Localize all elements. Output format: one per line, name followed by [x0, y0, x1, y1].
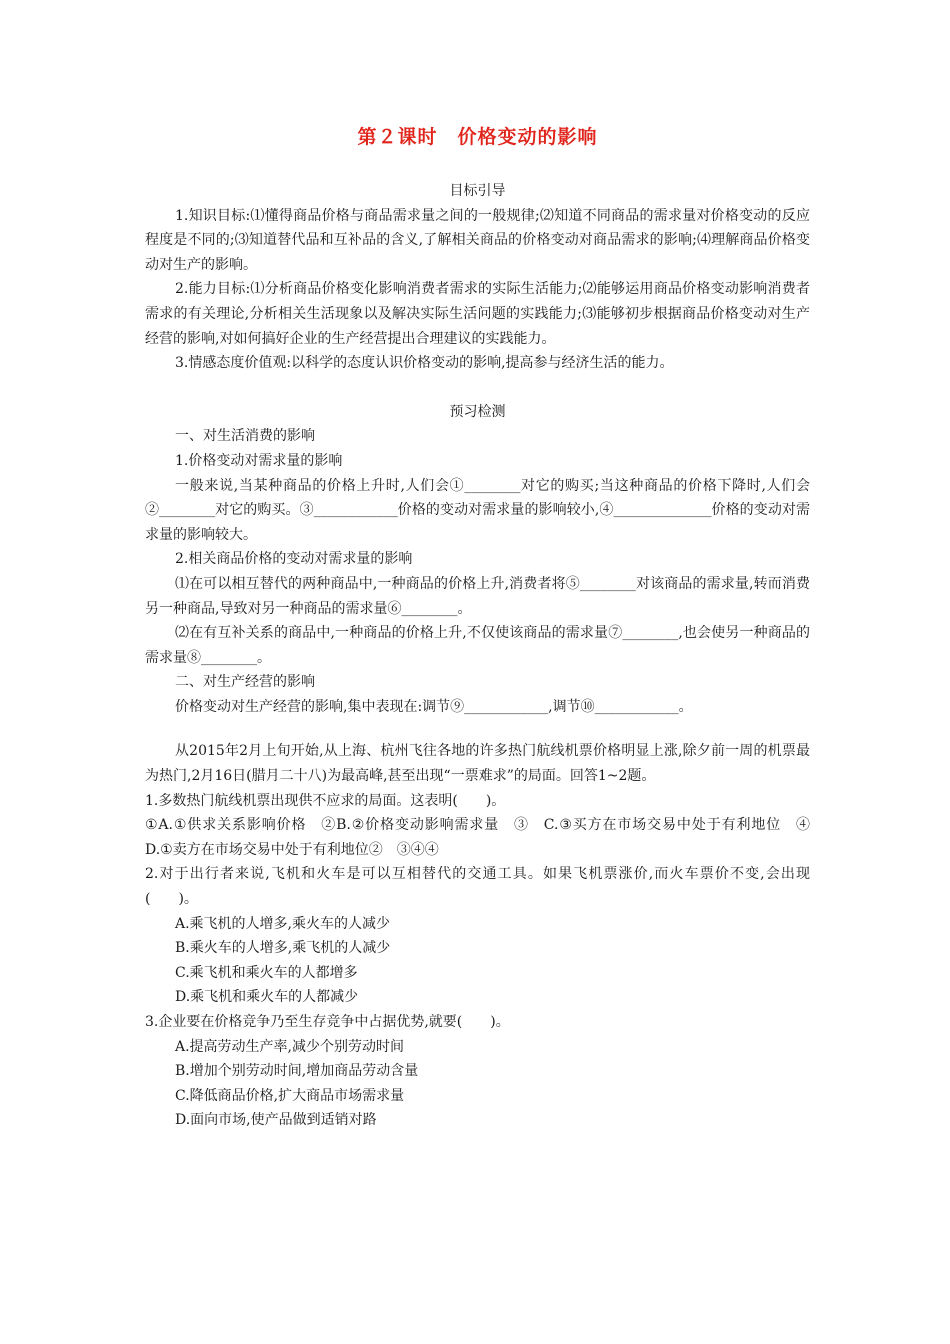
question-1-stem: 1.多数热门航线机票出现供不应求的局面。这表明( )。	[145, 792, 506, 809]
question-3-option-b: B.增加个别劳动时间,增加商品劳动含量	[175, 1063, 419, 1080]
lesson-title: 第２课时 价格变动的影响	[357, 126, 598, 148]
preview-subheading-consumption: 一、对生活消费的影响	[175, 428, 315, 445]
question-1-options: ①A.①供求关系影响价格 ②B.②价格变动影响需求量 ③ C.③买方在市场交易中处于有利地位 ④ D.①卖方在市场交易中处于有利地位② ③④④	[145, 817, 824, 858]
goal-knowledge: 1.知识目标:⑴懂得商品价格与商品需求量之间的一般规律;⑵知道不同商品的需求量对价格变动的反应程度是不同的;⑶知道替代品和互补品的含义,了解相关商品的价格变动对商品需求的影响;⑷理解商品价格变动对生产的影响。	[145, 207, 810, 273]
question-3-option-c: C.降低商品价格,扩大商品市场需求量	[175, 1087, 405, 1104]
goal-attitude: 3.情感态度价值观:以科学的态度认识价格变动的影响,提高参与经济生活的能力。	[175, 355, 674, 372]
goal-ability: 2.能力目标:⑴分析商品价格变化影响消费者需求的实际生活能力;⑵能够运用商品价格变动影响消费者需求的有关理论,分析相关生活现象以及解决实际生活问题的实践能力;⑶能够初步根据商品价格变动对生产经营的影响,对如何搞好企业的生产经营提出合理建议的实践能力。	[145, 281, 810, 347]
preview-subheading-production: 二、对生产经营的影响	[175, 674, 315, 691]
preview-item-2-complement: ⑵在有互补关系的商品中,一种商品的价格上升,不仅使该商品的需求量⑦________,也会使另一种商品的需求量⑧________。	[145, 625, 810, 666]
section-heading-preview: 预习检测	[449, 403, 506, 420]
question-2-option-a: A.乘飞机的人增多,乘火车的人减少	[175, 915, 391, 932]
question-3-option-d: D.面向市场,使产品做到适销对路	[175, 1112, 377, 1129]
preview-item-2-substitute: ⑴在可以相互替代的两种商品中,一种商品的价格上升,消费者将⑤________对该商品的需求量,转而消费另一种商品,导致对另一种商品的需求量⑥________。	[145, 575, 810, 617]
question-2-stem: 2.对于出行者来说,飞机和火车是可以互相替代的交通工具。如果飞机票涨价,而火车票价不变,会出现( )。	[145, 866, 810, 908]
question-2-option-d: D.乘飞机和乘火车的人都减少	[175, 989, 359, 1006]
preview-item-2-title: 2.相关商品价格的变动对需求量的影响	[175, 551, 413, 568]
document-page	[145, 118, 824, 1133]
question-3-option-a: A.提高劳动生产率,减少个别劳动时间	[175, 1038, 405, 1055]
question-2-option-c: C.乘飞机和乘火车的人都增多	[175, 964, 358, 981]
question-3-stem: 3.企业要在价格竞争乃至生存竞争中占据优势,就要( )。	[145, 1014, 510, 1030]
preview-production-body: 价格变动对生产经营的影响,集中表现在:调节⑨____________,调节⑩____________。	[175, 698, 693, 715]
exercise-intro: 从2015年2月上旬开始,从上海、杭州飞往各地的许多热门航线机票价格明显上涨,除夕前一周的机票最为热门,2月16日(腊月二十八)为最高峰,甚至出现“一票难求”的局面。回答1~2题。	[145, 743, 810, 785]
section-heading-goals: 目标引导	[449, 183, 506, 199]
preview-item-1-body: 一般来说,当某种商品的价格上升时,人们会①________对它的购买;当这种商品的价格下降时,人们会②________对它的购买。③____________价格的变动对需求量的影响较小,④______________价格的变动对需求量的影响较大。	[145, 477, 810, 543]
preview-item-1-title: 1.价格变动对需求量的影响	[175, 452, 343, 469]
question-2-option-b: B.乘火车的人增多,乘飞机的人减少	[175, 940, 391, 957]
